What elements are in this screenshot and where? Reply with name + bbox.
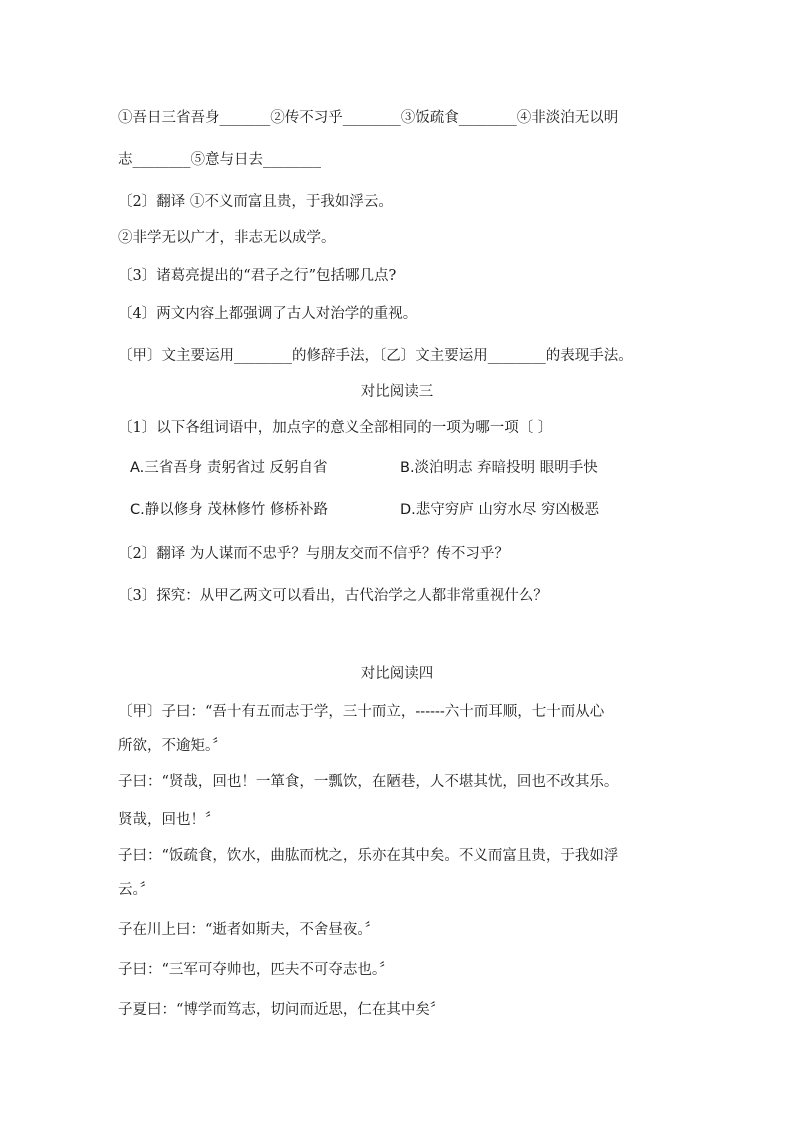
question-1-line-2: 志________⑤意与日去________ (118, 152, 321, 168)
question-5: 〔甲〕文主要运用________的修辞手法，〔乙〕文主要运用________的表现手法。 (118, 348, 633, 364)
section3-question-2: 〔2〕翻译 为人谋而不忠乎？与朋友交而不信乎？传不习乎？ (118, 546, 509, 562)
passage-1-line-1: 〔甲〕子曰：“吾十有五而志于学，三十而立，------六十而耳顺，七十而从心 (118, 704, 605, 720)
passage-2-line-2: 贤哉，回也！〞 (118, 812, 220, 828)
question-3: 〔3〕诸葛亮提出的“君子之行”包括哪几点? (118, 268, 397, 284)
passage-3-line-1: 子曰：“饭疏食，饮水，曲肱而枕之，乐亦在其中矣。不义而富且贵，于我如浮 (118, 848, 619, 864)
section3-question-1: 〔1〕以下各组词语中，加点字的意义全部相同的一项为哪一项〔 〕 (118, 420, 553, 436)
passage-2-line-1: 子曰：“贤哉，回也！一箪食，一瓢饮，在陋巷，人不堪其忧，回也不改其乐。 (118, 774, 619, 790)
question-2-part-2: ②非学无以广才，非志无以成学。 (118, 230, 336, 246)
option-d: D.悲守穷庐 山穷水尽 穷凶极恶 (400, 502, 599, 518)
section3-question-3: 〔3〕探究：从甲乙两文可以看出，古代治学之人都非常重视什么？ (118, 588, 548, 604)
section-title-3: 对比阅读三 (360, 384, 434, 400)
passage-5: 子曰：“三军可夺帅也，匹夫不可夺志也。〞 (118, 962, 394, 978)
question-4: 〔4〕两文内容上都强调了古人对治学的重视。 (118, 306, 418, 322)
passage-6: 子夏曰：“博学而笃志，切问而近思，仁在其中矣〞 (118, 1002, 445, 1018)
question-1-line-1: ①吾日三省吾身_______②传不习乎________③饭疏食________④非淡泊无以明 (118, 110, 619, 126)
option-a: A.三省吾身 责躬省过 反躬自省 (130, 460, 328, 476)
section-title-4: 对比阅读四 (360, 666, 434, 682)
question-2: 〔2〕翻译 ①不义而富且贵，于我如浮云。 (118, 194, 393, 210)
passage-4: 子在川上曰：“逝者如斯夫，不舍昼夜。〞 (118, 922, 380, 938)
option-b: B.淡泊明志 弃暗投明 眼明手快 (400, 460, 598, 476)
passage-1-line-2: 所欲，不逾矩。〞 (118, 738, 227, 754)
option-c: C.静以修身 茂林修竹 修桥补路 (130, 502, 328, 518)
passage-3-line-2: 云。〞 (118, 882, 155, 898)
